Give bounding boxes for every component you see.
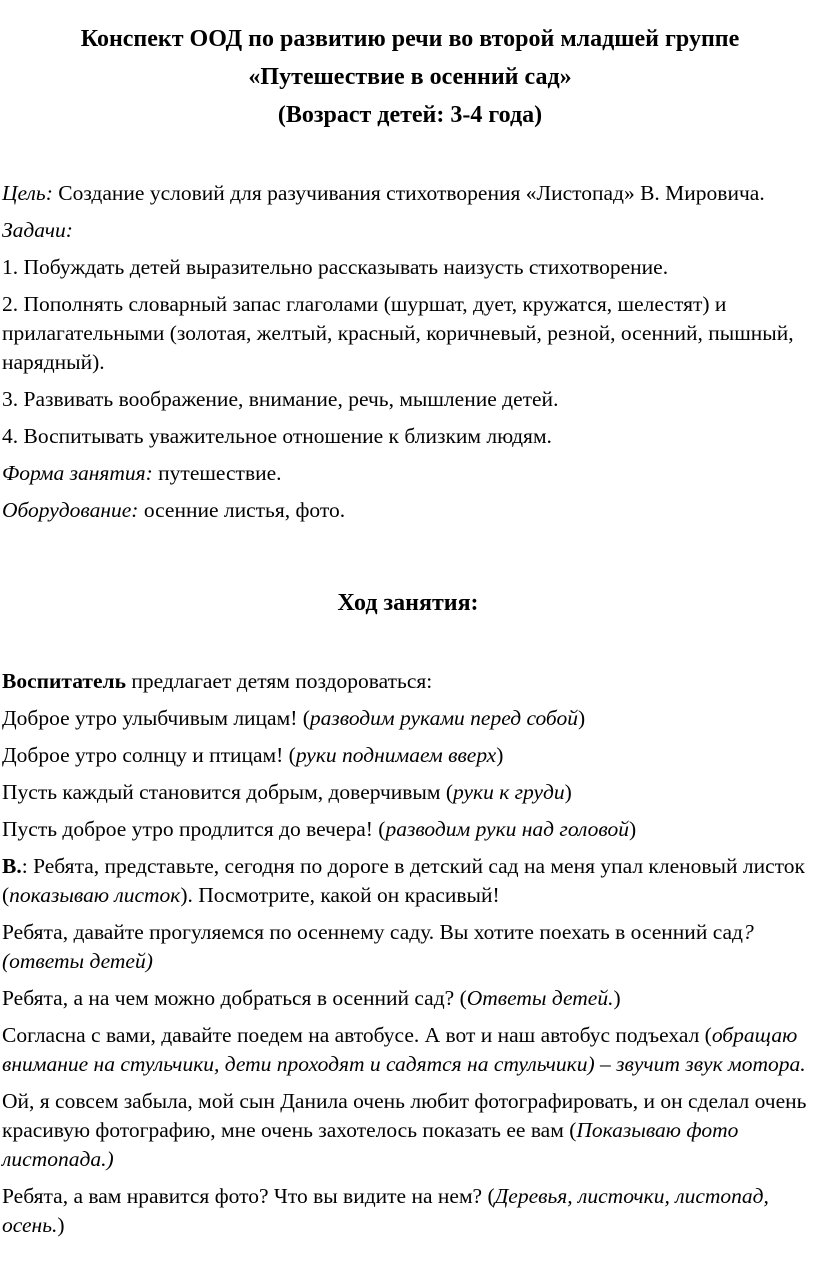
title-line-3: (Возраст детей: 3-4 года) [277,102,543,128]
walk-paragraph: Ребята, давайте прогуляемся по осеннему саду. Вы хотите поехать в осенний сад? (ответы детей) [2,920,754,973]
greeting-line: Доброе утро солнцу и птицам! (руки поднимаем вверх) [2,743,504,767]
form-label: Форма занятия: [2,461,153,485]
transport-question: Ребята, а на чем можно добраться в осенний сад? (Ответы детей.) [2,986,621,1010]
teacher-intro: Воспитатель предлагает детям поздороваться: [2,669,433,693]
photo-question: Ребята, а вам нравится фото? Что вы видите на нем? (Деревья, листочки, листопад, осень.) [2,1184,769,1237]
bus-paragraph: Согласна с вами, давайте поедем на автобусе. А вот и наш автобус подъехал (обращаю внимание на стульчики, дети проходят и садятся на стульчики) – звучит звук мотора. [2,1023,806,1076]
task-item: 4. Воспитывать уважительное отношение к близким людям. [2,424,552,448]
equipment-paragraph [2,496,814,525]
task-item: 2. Пополнять словарный запас глаголами (шуршат, дует, кружатся, шелестят) и прилагательными (золотая, желтый, красный, коричневый, резной, осенний, пышный, нарядный). [2,292,794,374]
title-line-2: «Путешествие в осенний сад» [248,64,572,90]
equipment-text: осенние листья, фото. [138,498,346,522]
course-section [2,667,814,1240]
task-item: 1. Побуждать детей выразительно рассказывать наизусть стихотворение. [2,255,669,279]
greeting-line: Пусть доброе утро продлится до вечера! (разводим руки над головой) [2,817,637,841]
intro-section [2,179,814,525]
task-item: 3. Развивать воображение, внимание, речь, мышление детей. [2,387,559,411]
section-heading: Ход занятия: [337,590,479,616]
document-title [0,0,816,134]
form-paragraph [2,459,814,488]
goal-paragraph [2,179,814,208]
teacher-speech: В.: Ребята, представьте, сегодня по дороге в детский сад на меня упал кленовый листок (показываю листок). Посмотрите, какой он красивый! [2,854,805,907]
goal-text: Создание условий для разучивания стихотворения «Листопад» В. Мировича. [52,181,765,205]
tasks-label: Задачи: [2,218,73,242]
goal-label: Цель: [2,181,53,205]
equipment-label: Оборудование: [2,498,139,522]
form-text: путешествие. [152,461,282,485]
greeting-line: Пусть каждый становится добрым, доверчивым (руки к груди) [2,780,572,804]
title-line-1: Конспект ООД по развитию речи во второй младшей группе [80,26,740,52]
greeting-line: Доброе утро улыбчивым лицам! (разводим руками перед собой) [2,706,586,730]
photo-paragraph: Ой, я совсем забыла, мой сын Данила очень любит фотографировать, и он сделал очень красивую фотографию, мне очень захотелось показать ее вам (Показываю фото листопада.) [2,1089,807,1171]
